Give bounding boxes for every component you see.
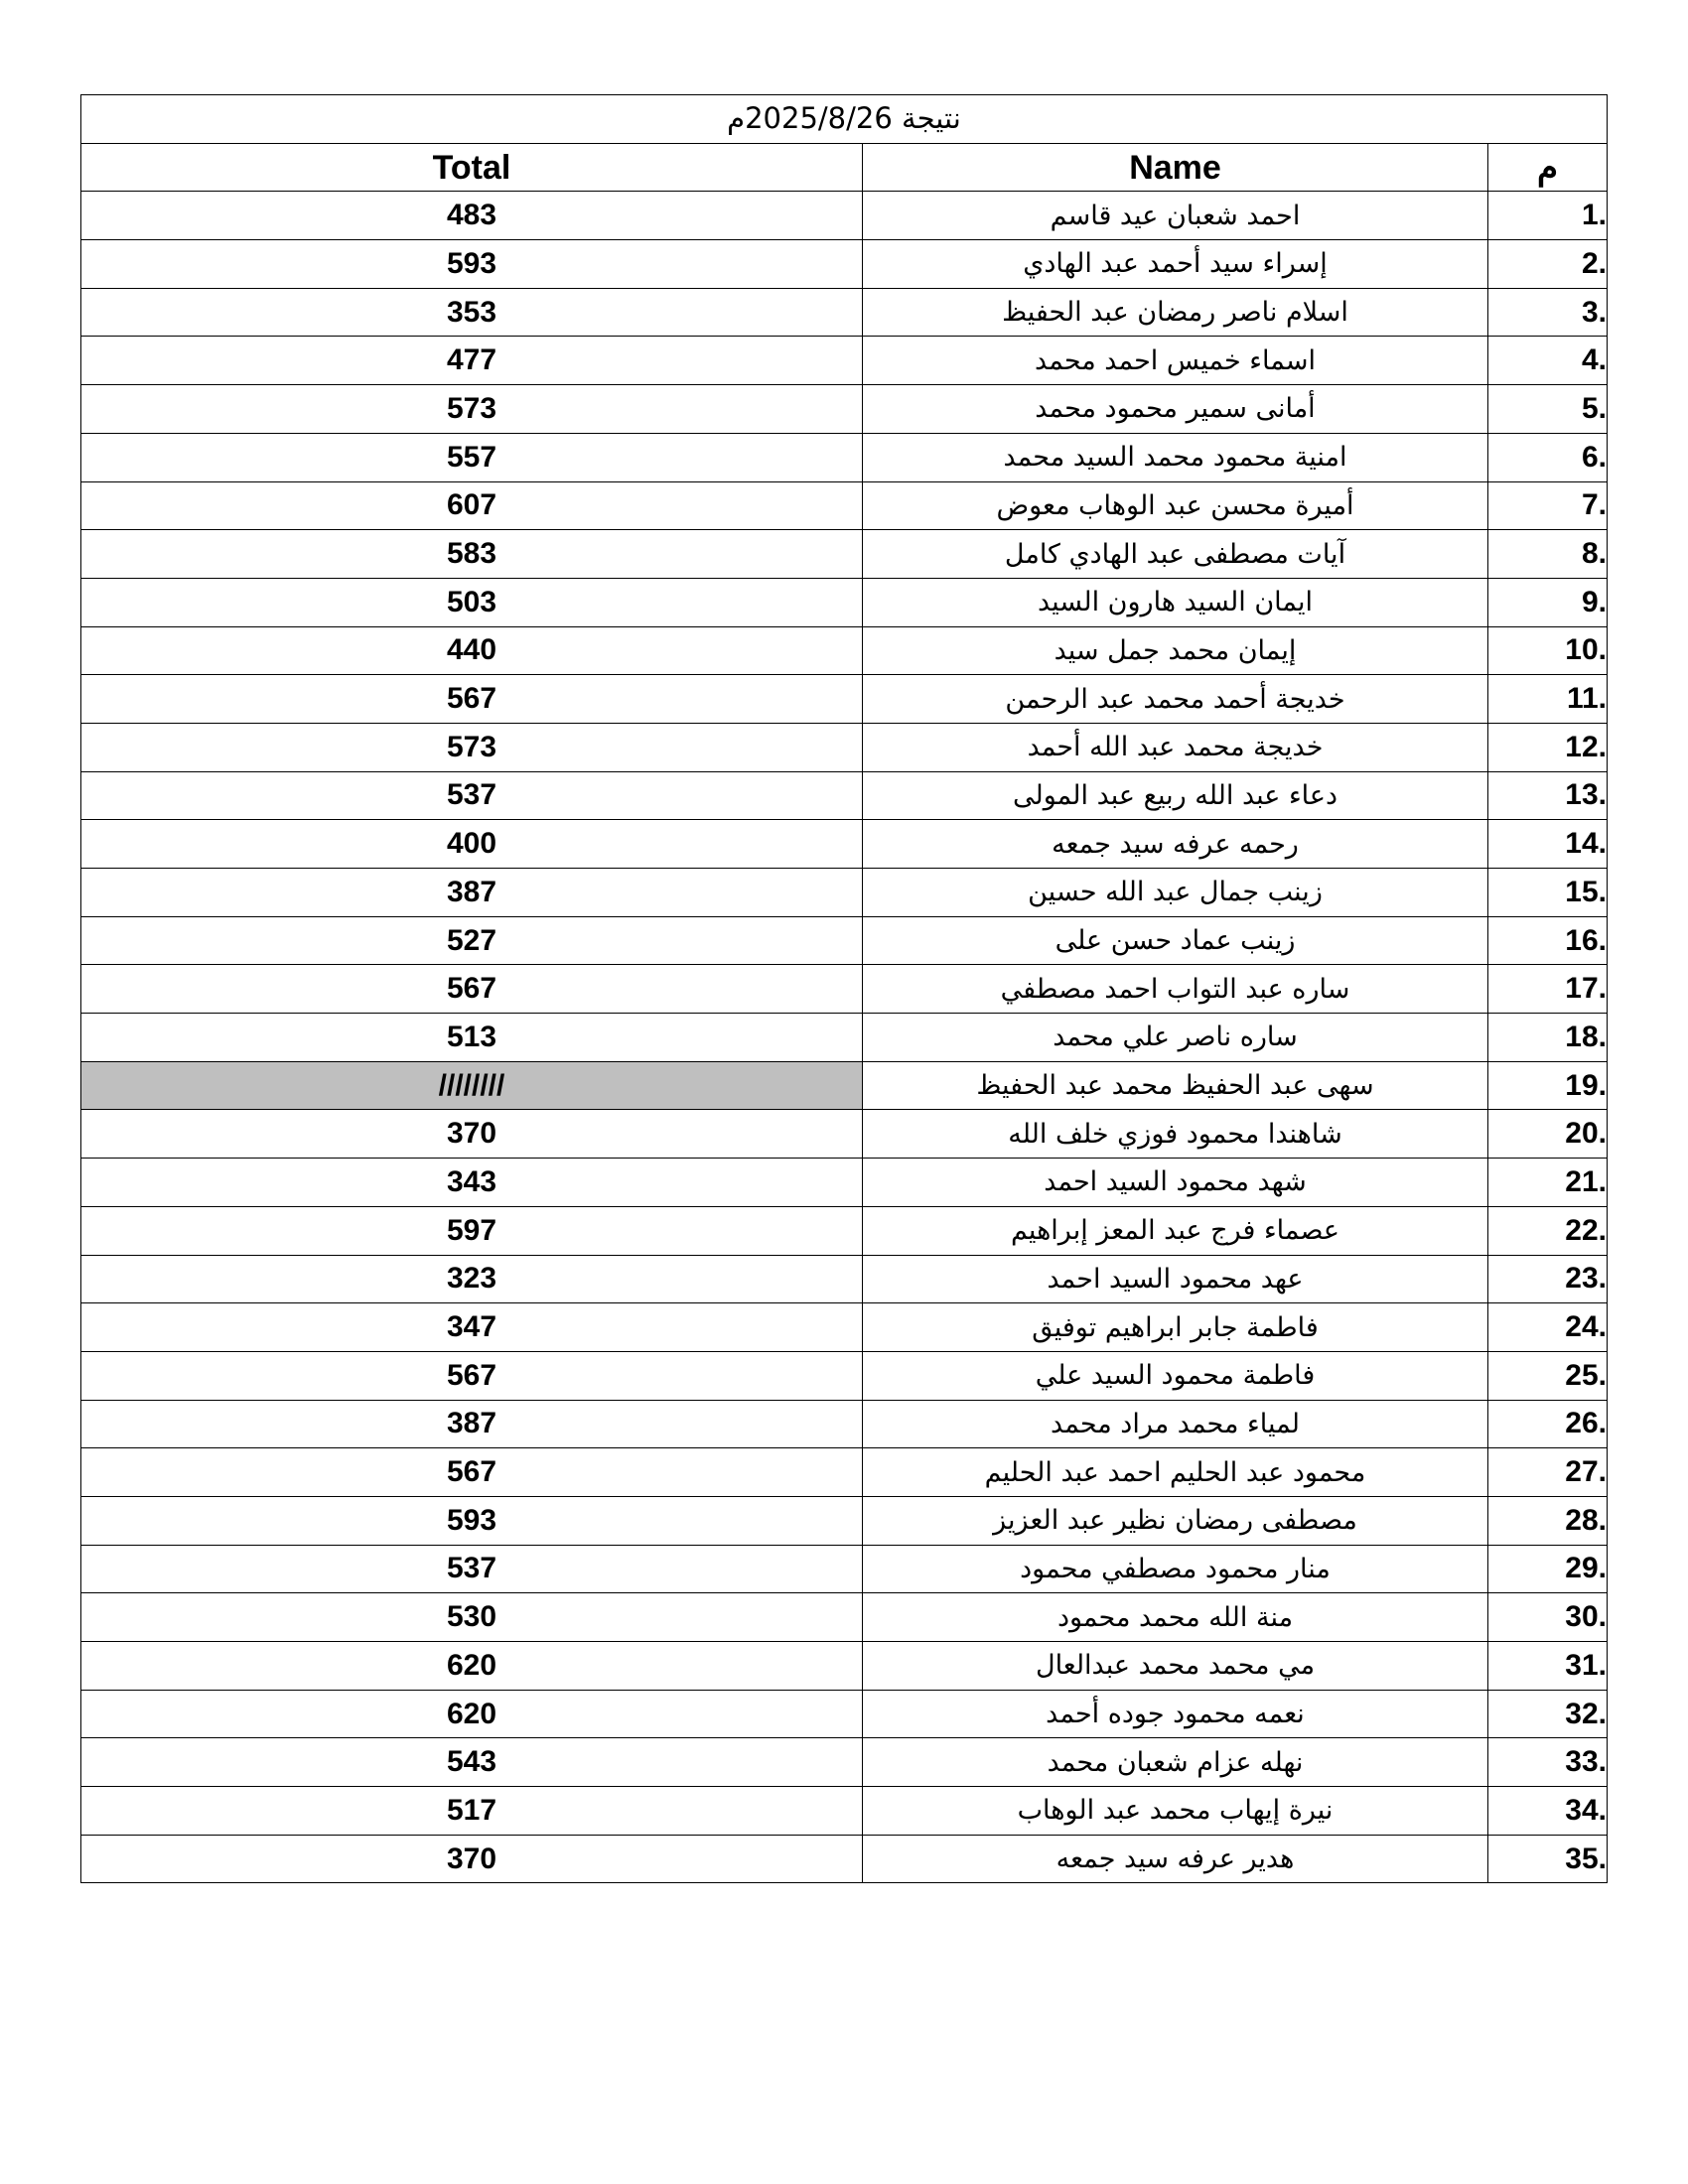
table-row xyxy=(81,1642,1608,1691)
total-cell: 527 xyxy=(81,916,863,965)
table-row xyxy=(81,1690,1608,1738)
index-cell: 32. xyxy=(1488,1690,1608,1738)
total-cell: 440 xyxy=(81,626,863,675)
name-cell: منة الله محمد محمود xyxy=(863,1593,1488,1642)
table-row xyxy=(81,1545,1608,1593)
total-cell: 607 xyxy=(81,481,863,530)
name-cell: شاهندا محمود فوزي خلف الله xyxy=(863,1110,1488,1159)
results-table xyxy=(80,94,1608,1883)
name-cell: أميرة محسن عبد الوهاب معوض xyxy=(863,481,1488,530)
total-cell: 593 xyxy=(81,240,863,289)
index-cell: 9. xyxy=(1488,578,1608,626)
table-row xyxy=(81,1110,1608,1159)
name-cell: دعاء عبد الله ربيع عبد المولى xyxy=(863,771,1488,820)
total-cell: 387 xyxy=(81,869,863,917)
index-cell: 25. xyxy=(1488,1351,1608,1400)
total-cell: 537 xyxy=(81,1545,863,1593)
total-cell: 567 xyxy=(81,675,863,724)
name-cell: سهى عبد الحفيظ محمد عبد الحفيظ xyxy=(863,1061,1488,1110)
header-name: Name xyxy=(863,143,1488,192)
table-row xyxy=(81,1448,1608,1497)
header-row xyxy=(81,143,1608,192)
table-row xyxy=(81,1400,1608,1448)
table-row xyxy=(81,723,1608,771)
total-cell: 567 xyxy=(81,1351,863,1400)
index-cell: 30. xyxy=(1488,1593,1608,1642)
name-cell: محمود عبد الحليم احمد عبد الحليم xyxy=(863,1448,1488,1497)
table-row xyxy=(81,771,1608,820)
name-cell: عصماء فرج عبد المعز إبراهيم xyxy=(863,1206,1488,1255)
index-cell: 27. xyxy=(1488,1448,1608,1497)
index-cell: 13. xyxy=(1488,771,1608,820)
total-cell: 537 xyxy=(81,771,863,820)
table-title: نتيجة 2025/8/26م xyxy=(81,95,1608,144)
header-index: م xyxy=(1488,143,1608,192)
table-row xyxy=(81,578,1608,626)
table-row xyxy=(81,1496,1608,1545)
index-cell: 14. xyxy=(1488,820,1608,869)
total-cell: 387 xyxy=(81,1400,863,1448)
name-cell: نهله عزام شعبان محمد xyxy=(863,1738,1488,1787)
total-cell: 477 xyxy=(81,337,863,385)
index-cell: 2. xyxy=(1488,240,1608,289)
total-cell: 517 xyxy=(81,1787,863,1836)
table-row xyxy=(81,240,1608,289)
table-row xyxy=(81,288,1608,337)
index-cell: 26. xyxy=(1488,1400,1608,1448)
table-row xyxy=(81,916,1608,965)
index-cell: 22. xyxy=(1488,1206,1608,1255)
table-row xyxy=(81,337,1608,385)
total-cell: 620 xyxy=(81,1690,863,1738)
index-cell: 8. xyxy=(1488,530,1608,579)
index-cell: 16. xyxy=(1488,916,1608,965)
index-cell: 3. xyxy=(1488,288,1608,337)
name-cell: زينب جمال عبد الله حسين xyxy=(863,869,1488,917)
index-cell: 35. xyxy=(1488,1835,1608,1883)
name-cell: نعمه محمود جوده أحمد xyxy=(863,1690,1488,1738)
table-row xyxy=(81,626,1608,675)
index-cell: 20. xyxy=(1488,1110,1608,1159)
name-cell: شهد محمود السيد احمد xyxy=(863,1159,1488,1207)
name-cell: منار محمود مصطفي محمود xyxy=(863,1545,1488,1593)
header-total: Total xyxy=(81,143,863,192)
table-row xyxy=(81,1303,1608,1352)
table-row xyxy=(81,1351,1608,1400)
total-cell: 620 xyxy=(81,1642,863,1691)
table-row xyxy=(81,820,1608,869)
name-cell: آيات مصطفى عبد الهادي كامل xyxy=(863,530,1488,579)
total-cell: 567 xyxy=(81,965,863,1014)
name-cell: امنية محمود محمد السيد محمد xyxy=(863,433,1488,481)
name-cell: لمياء محمد مراد محمد xyxy=(863,1400,1488,1448)
table-row xyxy=(81,385,1608,434)
table-row xyxy=(81,675,1608,724)
name-cell: إيمان محمد جمل سيد xyxy=(863,626,1488,675)
index-cell: 1. xyxy=(1488,192,1608,240)
table-row xyxy=(81,1738,1608,1787)
name-cell: فاطمة جابر ابراهيم توفيق xyxy=(863,1303,1488,1352)
index-cell: 18. xyxy=(1488,1014,1608,1062)
table-row xyxy=(81,481,1608,530)
index-cell: 28. xyxy=(1488,1496,1608,1545)
index-cell: 10. xyxy=(1488,626,1608,675)
index-cell: 4. xyxy=(1488,337,1608,385)
total-cell: 530 xyxy=(81,1593,863,1642)
name-cell: عهد محمود السيد احمد xyxy=(863,1255,1488,1303)
index-cell: 34. xyxy=(1488,1787,1608,1836)
index-cell: 31. xyxy=(1488,1642,1608,1691)
name-cell: إسراء سيد أحمد عبد الهادي xyxy=(863,240,1488,289)
index-cell: 29. xyxy=(1488,1545,1608,1593)
total-cell: 370 xyxy=(81,1835,863,1883)
name-cell: فاطمة محمود السيد علي xyxy=(863,1351,1488,1400)
total-cell: 400 xyxy=(81,820,863,869)
total-cell: 343 xyxy=(81,1159,863,1207)
table-row xyxy=(81,869,1608,917)
index-cell: 5. xyxy=(1488,385,1608,434)
total-cell: 370 xyxy=(81,1110,863,1159)
name-cell: أمانى سمير محمود محمد xyxy=(863,385,1488,434)
name-cell: زينب عماد حسن على xyxy=(863,916,1488,965)
index-cell: 12. xyxy=(1488,723,1608,771)
index-cell: 7. xyxy=(1488,481,1608,530)
table-row xyxy=(81,1593,1608,1642)
total-cell: 583 xyxy=(81,530,863,579)
total-cell: 347 xyxy=(81,1303,863,1352)
table-row xyxy=(81,1159,1608,1207)
total-cell: 573 xyxy=(81,723,863,771)
name-cell: اسلام ناصر رمضان عبد الحفيظ xyxy=(863,288,1488,337)
name-cell: احمد شعبان عيد قاسم xyxy=(863,192,1488,240)
index-cell: 6. xyxy=(1488,433,1608,481)
total-cell: 593 xyxy=(81,1496,863,1545)
name-cell: اسماء خميس احمد محمد xyxy=(863,337,1488,385)
name-cell: مي محمد محمد عبدالعال xyxy=(863,1642,1488,1691)
results-table-body xyxy=(81,95,1608,1883)
index-cell: 24. xyxy=(1488,1303,1608,1352)
table-row xyxy=(81,530,1608,579)
name-cell: ساره ناصر علي محمد xyxy=(863,1014,1488,1062)
table-row xyxy=(81,1787,1608,1836)
total-cell: 513 xyxy=(81,1014,863,1062)
index-cell: 17. xyxy=(1488,965,1608,1014)
total-cell: 573 xyxy=(81,385,863,434)
table-row xyxy=(81,1061,1608,1110)
index-cell: 33. xyxy=(1488,1738,1608,1787)
total-cell: 567 xyxy=(81,1448,863,1497)
table-row xyxy=(81,1835,1608,1883)
name-cell: خديجة محمد عبد الله أحمد xyxy=(863,723,1488,771)
index-cell: 21. xyxy=(1488,1159,1608,1207)
table-row xyxy=(81,1206,1608,1255)
total-cell: 503 xyxy=(81,578,863,626)
name-cell: ساره عبد التواب احمد مصطفي xyxy=(863,965,1488,1014)
name-cell: خديجة أحمد محمد عبد الرحمن xyxy=(863,675,1488,724)
index-cell: 23. xyxy=(1488,1255,1608,1303)
name-cell: ايمان السيد هارون السيد xyxy=(863,578,1488,626)
total-cell: 353 xyxy=(81,288,863,337)
total-cell: 483 xyxy=(81,192,863,240)
table-row xyxy=(81,1014,1608,1062)
table-row xyxy=(81,192,1608,240)
table-row xyxy=(81,965,1608,1014)
total-cell: 323 xyxy=(81,1255,863,1303)
name-cell: نيرة إيهاب محمد عبد الوهاب xyxy=(863,1787,1488,1836)
title-row xyxy=(81,95,1608,144)
total-cell: 597 xyxy=(81,1206,863,1255)
total-cell: 543 xyxy=(81,1738,863,1787)
index-cell: 11. xyxy=(1488,675,1608,724)
total-cell: //////// xyxy=(81,1061,863,1110)
total-cell: 557 xyxy=(81,433,863,481)
index-cell: 19. xyxy=(1488,1061,1608,1110)
name-cell: رحمه عرفه سيد جمعه xyxy=(863,820,1488,869)
name-cell: مصطفى رمضان نظير عبد العزيز xyxy=(863,1496,1488,1545)
table-row xyxy=(81,433,1608,481)
table-row xyxy=(81,1255,1608,1303)
name-cell: هدير عرفه سيد جمعه xyxy=(863,1835,1488,1883)
index-cell: 15. xyxy=(1488,869,1608,917)
